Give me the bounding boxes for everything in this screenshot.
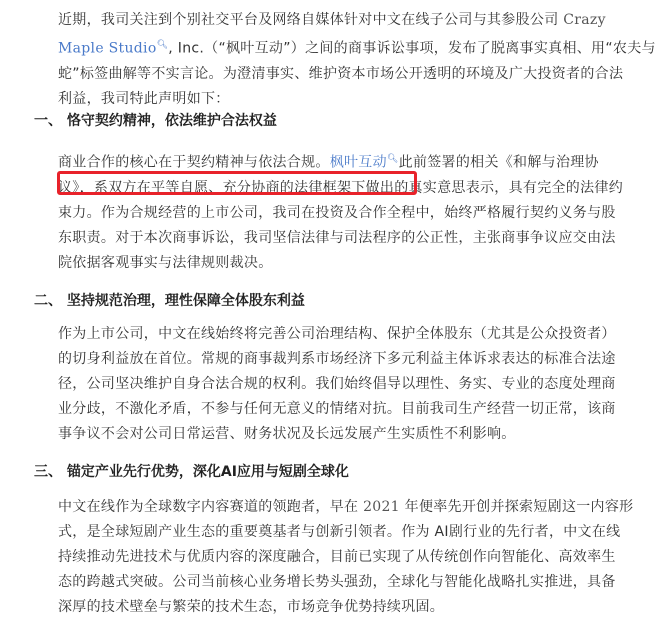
section-2-paragraph [58, 322, 616, 447]
highlighted-statement: 系双方在平等自愿、充分协商的法律框架下做出的真实意思表示， [93, 179, 509, 196]
company-name-link[interactable]: Maple Studio [58, 40, 157, 57]
section-1-line-5: 院依据客观事实与法律规则裁决。 [58, 254, 273, 271]
section-3-heading: 三、 锚定产业先行优势，深化AI应用与短剧全球化 [34, 464, 349, 480]
company-name-part-1: Crazy [563, 12, 606, 28]
year-number: 2021 [363, 499, 400, 515]
search-icon[interactable]: 🔍︎ [156, 40, 169, 50]
maple-interactive-link[interactable]: 枫叶互动 [329, 154, 387, 171]
section-2-line-5: 事争议不会对公司日常运营、财务状况及长远发展产生实质性不利影响。 [58, 426, 516, 442]
section-1-line-3: 束力。作为合规经营的上市公司，我司在投资及合作全程中，始终严格履行契约义务与股 [58, 204, 616, 221]
section-3-line-5: 深厚的技术壁垒与繁荣的技术生态，市场竞争优势持续巩固。 [58, 599, 445, 615]
section-1-line-4: 东职责。对于本次商事诉讼，我司坚信法律与司法程序的公正性，主张商事争议应交由法 [58, 229, 616, 246]
section-3-line-2: 式，是全球短剧产业生态的重要奠基者与创新引领者。作为 AI剧行业的先行者，中文在线 [58, 524, 621, 540]
section-1-heading: 一、 恪守契约精神，依法维护合法权益 [34, 113, 277, 129]
section-2-line-3: 径，公司坚决维护自身合法合规的权利。我们始终倡导以理性、务实、专业的态度处理商 [58, 376, 616, 392]
section-3-paragraph [58, 495, 634, 620]
red-highlight-box [57, 171, 417, 195]
section-2-line-2: 的切身利益放在首位。常规的商事裁判系市场经济下多元利益主体诉求表达的标准合法途 [58, 351, 616, 367]
section-2-line-1: 作为上市公司，中文在线始终将完善公司治理结构、保护全体股东（尤其是公众投资者） [58, 326, 616, 342]
section-2-line-4: 业分歧，不激化矛盾，不参与任何无意义的情绪对抗。目前我司生产经营一切正常，该商 [58, 401, 616, 417]
intro-line-1: 近期，我司关注到个别社交平台及网络自媒体针对中文在线子公司与其参股公司 Crazy [58, 12, 606, 28]
section-3-line-3: 持续推动先进技术与优质内容的深度融合，目前已实现了从传统创作向智能化、高效率生 [58, 549, 616, 565]
intro-line-2: Maple Studio🔍︎, Inc.（“枫叶互动”）之间的商事诉讼事项，发布了脱离事实真相、用“农夫与 [58, 40, 656, 57]
intro-paragraph [58, 8, 656, 112]
section-1-line-1: 商业合作的核心在于契约精神与依法合规。枫叶互动🔍︎此前签署的相关《和解与治理协 [58, 154, 599, 171]
intro-line-4: 利益，我司特此声明如下： [58, 90, 230, 107]
intro-line-3: 蛇”标签曲解等不实言论。为澄清事实、维护资本市场公开透明的环境及广大投资者的合法 [58, 65, 624, 82]
section-3-line-1: 中文在线作为全球数字内容赛道的领跑者，早在 2021 年便率先开创并探索短剧这一内容形 [58, 499, 634, 515]
section-1-line-2: 议》，系双方在平等自愿、充分协商的法律框架下做出的真实意思表示，具有完全的法律约 [58, 179, 624, 196]
search-icon[interactable]: 🔍︎ [386, 154, 399, 164]
section-2-heading: 二、 坚持规范治理，理性保障全体股东利益 [34, 293, 305, 309]
section-3-line-4: 态的跨越式突破。公司当前核心业务增长势头强劲，全球化与智能化战略扎实推进，具备 [58, 574, 616, 590]
section-1-paragraph [58, 147, 624, 276]
